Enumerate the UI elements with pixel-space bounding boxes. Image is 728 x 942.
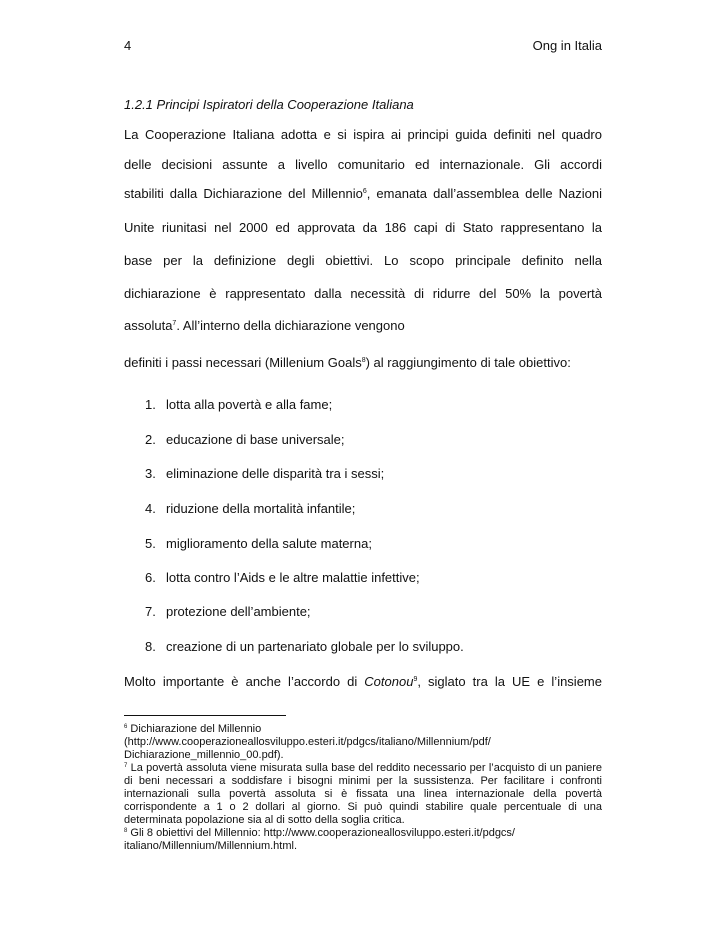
list-text: eliminazione delle disparità tra i sessi; (166, 466, 385, 481)
footnote-mark: 8 (124, 828, 128, 834)
list-item (145, 639, 464, 654)
footnote-ref: 8 (361, 357, 366, 364)
italic-term: Cotonou (364, 674, 414, 689)
footnote-ref: 9 (413, 676, 418, 683)
body-line: Unite riunitasi nel 2000 ed approvata da 186 capi di Stato rappresentano la (124, 220, 602, 235)
footnote-mark: 7 (124, 763, 128, 769)
list-number: 4. (145, 501, 156, 516)
footnote-link: (http://www.cooperazioneallosviluppo.esteri.it/pdgcs/italiano/Millennium/pdf/ (124, 736, 491, 748)
footnote-text: La povertà assoluta viene misurata sulla base del reddito necessario per l’acquisto di un paniere di beni necessari a soddisfare i bisogni minimi per la sussistenza. Per facilitare i confronti internazionali sulla povertà assoluta si è fissata una linea internazionale della povertà corrispondente a 1 o 2 dollari al giorno. Si può quindi stabilire quale percentuale di una determinata popolazione sia al di sotto della soglia critica. (124, 762, 602, 826)
body-line: delle decisioni assunte a livello comunitario ed internazionale. Gli accordi (124, 157, 602, 172)
body-text: assoluta (124, 318, 173, 333)
body-line (124, 318, 602, 333)
list-item (145, 432, 345, 447)
list-number: 6. (145, 570, 156, 585)
footnote-link: italiano/Millennium/Millennium.html. (124, 840, 298, 852)
list-item (145, 397, 332, 412)
list-text: lotta alla povertà e alla fame; (166, 397, 333, 412)
list-text: lotta contro l’Aids e le altre malattie infettive; (166, 570, 420, 585)
footnote-separator (124, 715, 286, 716)
body-line: dichiarazione è rappresentato dalla necessità di ridurre del 50% la povertà (124, 286, 602, 301)
body-text: , siglato tra la UE e l’insieme (417, 674, 602, 689)
list-item (145, 501, 355, 516)
list-text: educazione di base universale; (166, 432, 345, 447)
running-title: Ong in Italia (532, 38, 602, 53)
body-text: Molto importante è anche l’accordo di (124, 674, 365, 689)
list-number: 7. (145, 604, 156, 619)
footnote-8 (124, 827, 602, 853)
page-number: 4 (124, 38, 132, 53)
footnote-7 (124, 762, 602, 827)
footnote-mark: 6 (124, 724, 128, 730)
footnote-text: Dichiarazione del Millennio (127, 723, 262, 735)
footnote-ref: 6 (362, 188, 367, 195)
list-number: 2. (145, 432, 156, 447)
list-number: 1. (145, 397, 156, 412)
list-text: riduzione della mortalità infantile; (166, 501, 356, 516)
footnote-ref: 7 (172, 320, 177, 327)
list-item (145, 466, 384, 481)
body-text: , emanata dall’assemblea delle Nazioni (366, 186, 602, 201)
list-text: protezione dell’ambiente; (166, 604, 311, 619)
list-item (145, 604, 311, 619)
section-title: 1.2.1 Principi Ispiratori della Cooperazione Italiana (124, 97, 414, 112)
body-line: La Cooperazione Italiana adotta e si ispira ai principi guida definiti nel quadro (124, 127, 602, 142)
body-line (124, 355, 602, 370)
list-number: 3. (145, 466, 156, 481)
body-text: stabiliti dalla Dichiarazione del Millennio (124, 186, 363, 201)
body-text: ) al raggiungimento di tale obiettivo: (365, 355, 571, 370)
list-number: 8. (145, 639, 156, 654)
list-text: miglioramento della salute materna; (166, 536, 372, 551)
body-text: definiti i passi necessari (Millenium Goals (124, 355, 362, 370)
body-line: base per la definizione degli obiettivi. Lo scopo principale definito nella (124, 253, 602, 268)
body-line (124, 186, 602, 201)
body-text: . All’interno della dichiarazione vengono (176, 318, 405, 333)
footnote-text: Gli 8 obiettivi del Millennio: http://www.cooperazioneallosviluppo.esteri.it/pdgcs/ (127, 827, 515, 839)
list-item (145, 536, 372, 551)
body-line (124, 674, 602, 689)
footnote-link: Dichiarazione_millennio_00.pdf). (124, 749, 284, 761)
list-number: 5. (145, 536, 156, 551)
list-text: creazione di un partenariato globale per lo sviluppo. (166, 639, 464, 654)
list-item (145, 570, 420, 585)
footnote-6 (124, 723, 602, 762)
